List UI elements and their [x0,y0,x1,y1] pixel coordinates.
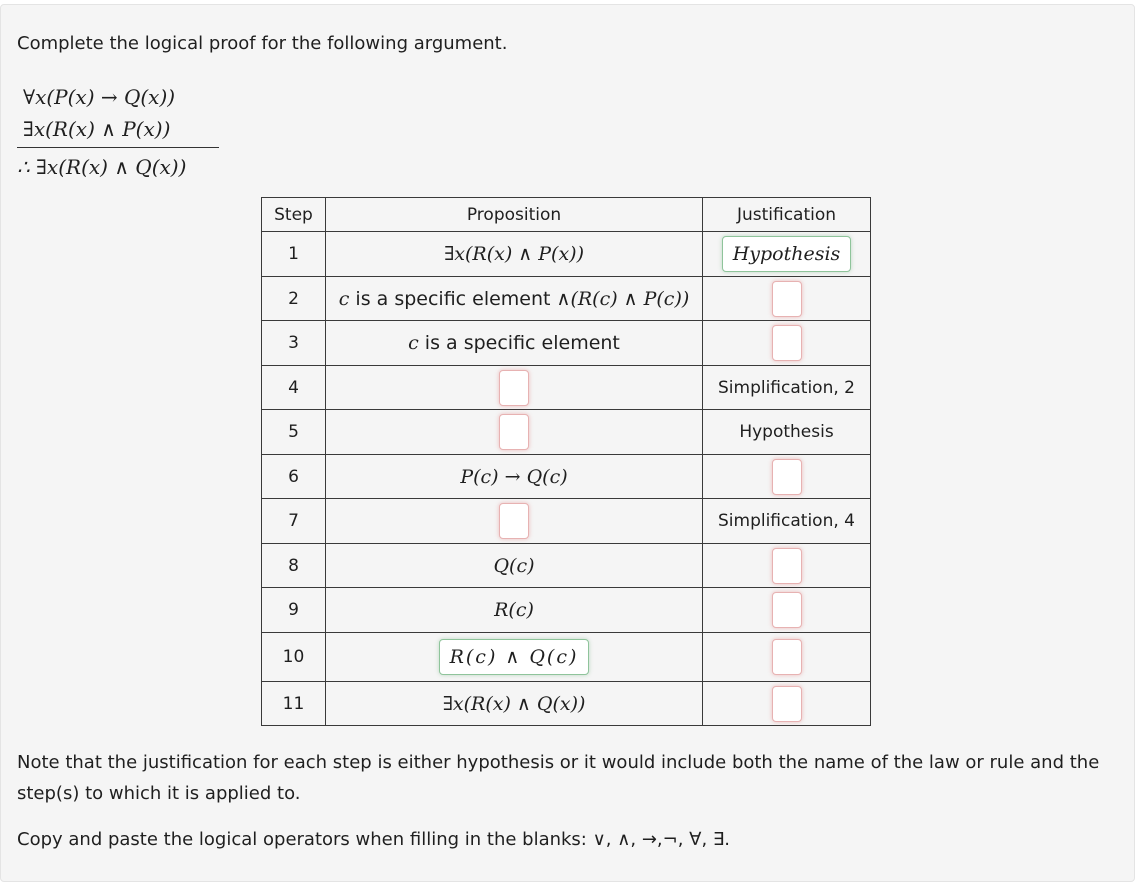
justification-cell: Simplification, 2 [703,366,871,410]
proposition-variable: c [338,287,350,310]
proposition-cell [326,410,703,455]
step-number: 3 [262,321,326,366]
operator-hint: Copy and paste the logical operators when filling in the blanks: ∨, ∧, →,¬, ∀, ∃. [17,829,731,850]
justification-cell [703,633,871,682]
table-row [262,455,871,499]
proposition-variable: c [408,332,419,354]
justification-blank-input[interactable] [772,639,802,675]
argument-divider [17,147,219,148]
justification-cell [703,277,871,321]
proposition-cell: R(c) [326,588,703,633]
table-row [262,410,871,455]
step-number: 10 [262,633,326,682]
table-row [262,633,871,682]
step-number: 6 [262,455,326,499]
step-number: 8 [262,544,326,588]
question-prompt: Complete the logical proof for the following argument. [17,33,508,54]
proposition-cell: ∃x(R(x) ∧ P(x)) [326,232,703,277]
justification-cell [703,588,871,633]
premise-1: ∀x(P(x) → Q(x)) [23,85,176,109]
question-card [0,4,1135,882]
step-number: 4 [262,366,326,410]
premise-2: ∃x(R(x) ∧ P(x)) [23,117,171,141]
proposition-blank-input[interactable] [499,503,529,539]
table-row [262,499,871,544]
proposition-cell [326,499,703,544]
table-row [262,544,871,588]
step-number: 5 [262,410,326,455]
table-row [262,232,871,277]
proposition-cell: Q(c) [326,544,703,588]
table-row [262,588,871,633]
table-row [262,366,871,410]
argument-block [17,81,219,183]
proposition-blank-input[interactable] [499,370,529,406]
justification-cell [703,232,871,277]
proposition-blank-input[interactable] [499,414,529,450]
justification-blank-input[interactable] [772,325,802,361]
justification-cell [703,321,871,366]
justification-blank-input[interactable] [772,459,802,495]
table-row [262,321,871,366]
step-number: 2 [262,277,326,321]
header-step: Step [262,198,326,232]
proposition-text: is a specific element [418,332,620,354]
justification-blank-input[interactable] [772,592,802,628]
justification-cell [703,455,871,499]
instruction-note: Note that the justification for each step is either hypothesis or it would include both the name of the law or rule and the step(s) to which it is applied to. [17,752,1100,804]
proposition-cell [326,633,703,682]
proposition-cell: P(c) → Q(c) [326,455,703,499]
proposition-input-filled[interactable]: R(c) ∧ Q(c) [439,639,590,675]
proposition-cell [326,277,703,321]
step-number: 9 [262,588,326,633]
proof-table [261,197,871,726]
header-justification: Justification [703,198,871,232]
step-number: 7 [262,499,326,544]
justification-blank-input[interactable] [772,281,802,317]
proposition-cell [326,321,703,366]
proposition-text: is a specific element [349,287,557,310]
justification-blank-input[interactable] [772,686,802,722]
justification-cell [703,544,871,588]
header-proposition: Proposition [326,198,703,232]
justification-cell [703,682,871,726]
table-row [262,682,871,726]
table-row [262,277,871,321]
proposition-math: ∧(R(c) ∧ P(c)) [556,287,690,310]
table-header-row [262,198,871,232]
proposition-cell [326,366,703,410]
proposition-cell: ∃x(R(x) ∧ Q(x)) [326,682,703,726]
justification-input-filled[interactable]: Hypothesis [722,236,852,272]
conclusion: ∴ ∃x(R(x) ∧ Q(x)) [17,155,187,179]
justification-blank-input[interactable] [772,548,802,584]
step-number: 11 [262,682,326,726]
step-number: 1 [262,232,326,277]
justification-cell: Hypothesis [703,410,871,455]
justification-cell: Simplification, 4 [703,499,871,544]
